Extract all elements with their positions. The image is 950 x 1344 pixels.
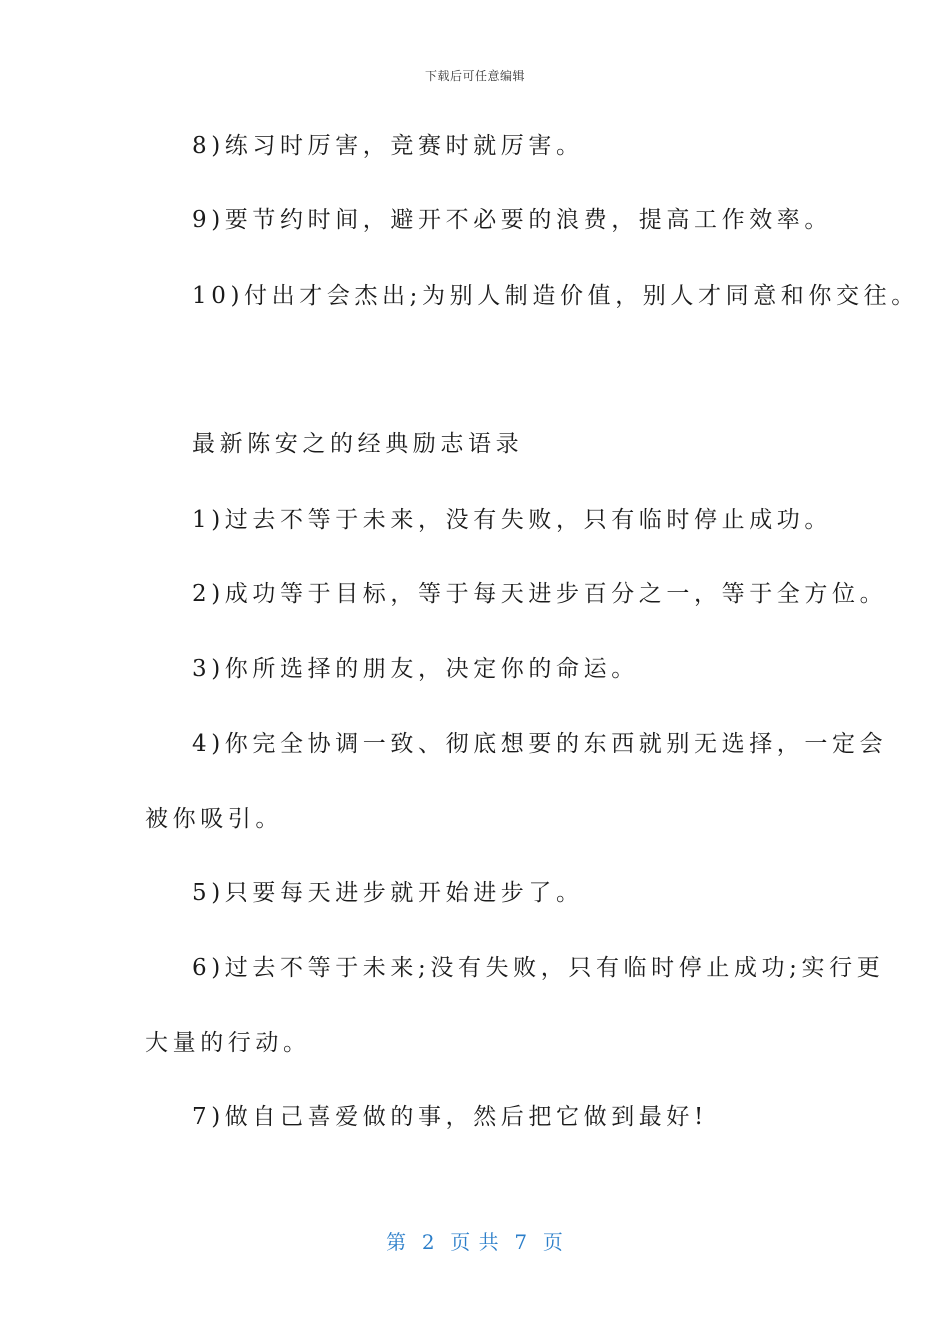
quote-line-3: 3)你所选择的朋友，决定你的命运。 — [192, 656, 639, 682]
page-header: 下载后可任意编辑 — [424, 69, 525, 83]
quote-line-6-continued: 大量的行动。 — [145, 1030, 311, 1056]
quote-line-8: 8)练习时厉害，竞赛时就厉害。 — [192, 133, 584, 159]
quote-line-2: 2)成功等于目标，等于每天进步百分之一，等于全方位。 — [192, 581, 888, 607]
page-footer: 第 2 页 共 7 页 — [386, 1230, 564, 1254]
quote-line-4: 4)你完全协调一致、彻底想要的东西就别无选择，一定会 — [192, 731, 888, 757]
quote-line-5: 5)只要每天进步就开始进步了。 — [192, 880, 584, 906]
quote-line-7: 7)做自己喜爱做的事，然后把它做到最好! — [192, 1104, 708, 1130]
quote-line-9: 9)要节约时间，避开不必要的浪费，提高工作效率。 — [192, 207, 833, 233]
quote-line-10: 10)付出才会杰出;为别人制造价值，别人才同意和你交往。 — [192, 283, 919, 309]
section-heading: 最新陈安之的经典励志语录 — [192, 431, 524, 457]
quote-line-6: 6)过去不等于未来;没有失败，只有临时停止成功;实行更 — [192, 955, 885, 981]
quote-line-1: 1)过去不等于未来，没有失败，只有临时停止成功。 — [192, 507, 833, 533]
quote-line-4-continued: 被你吸引。 — [145, 806, 283, 832]
